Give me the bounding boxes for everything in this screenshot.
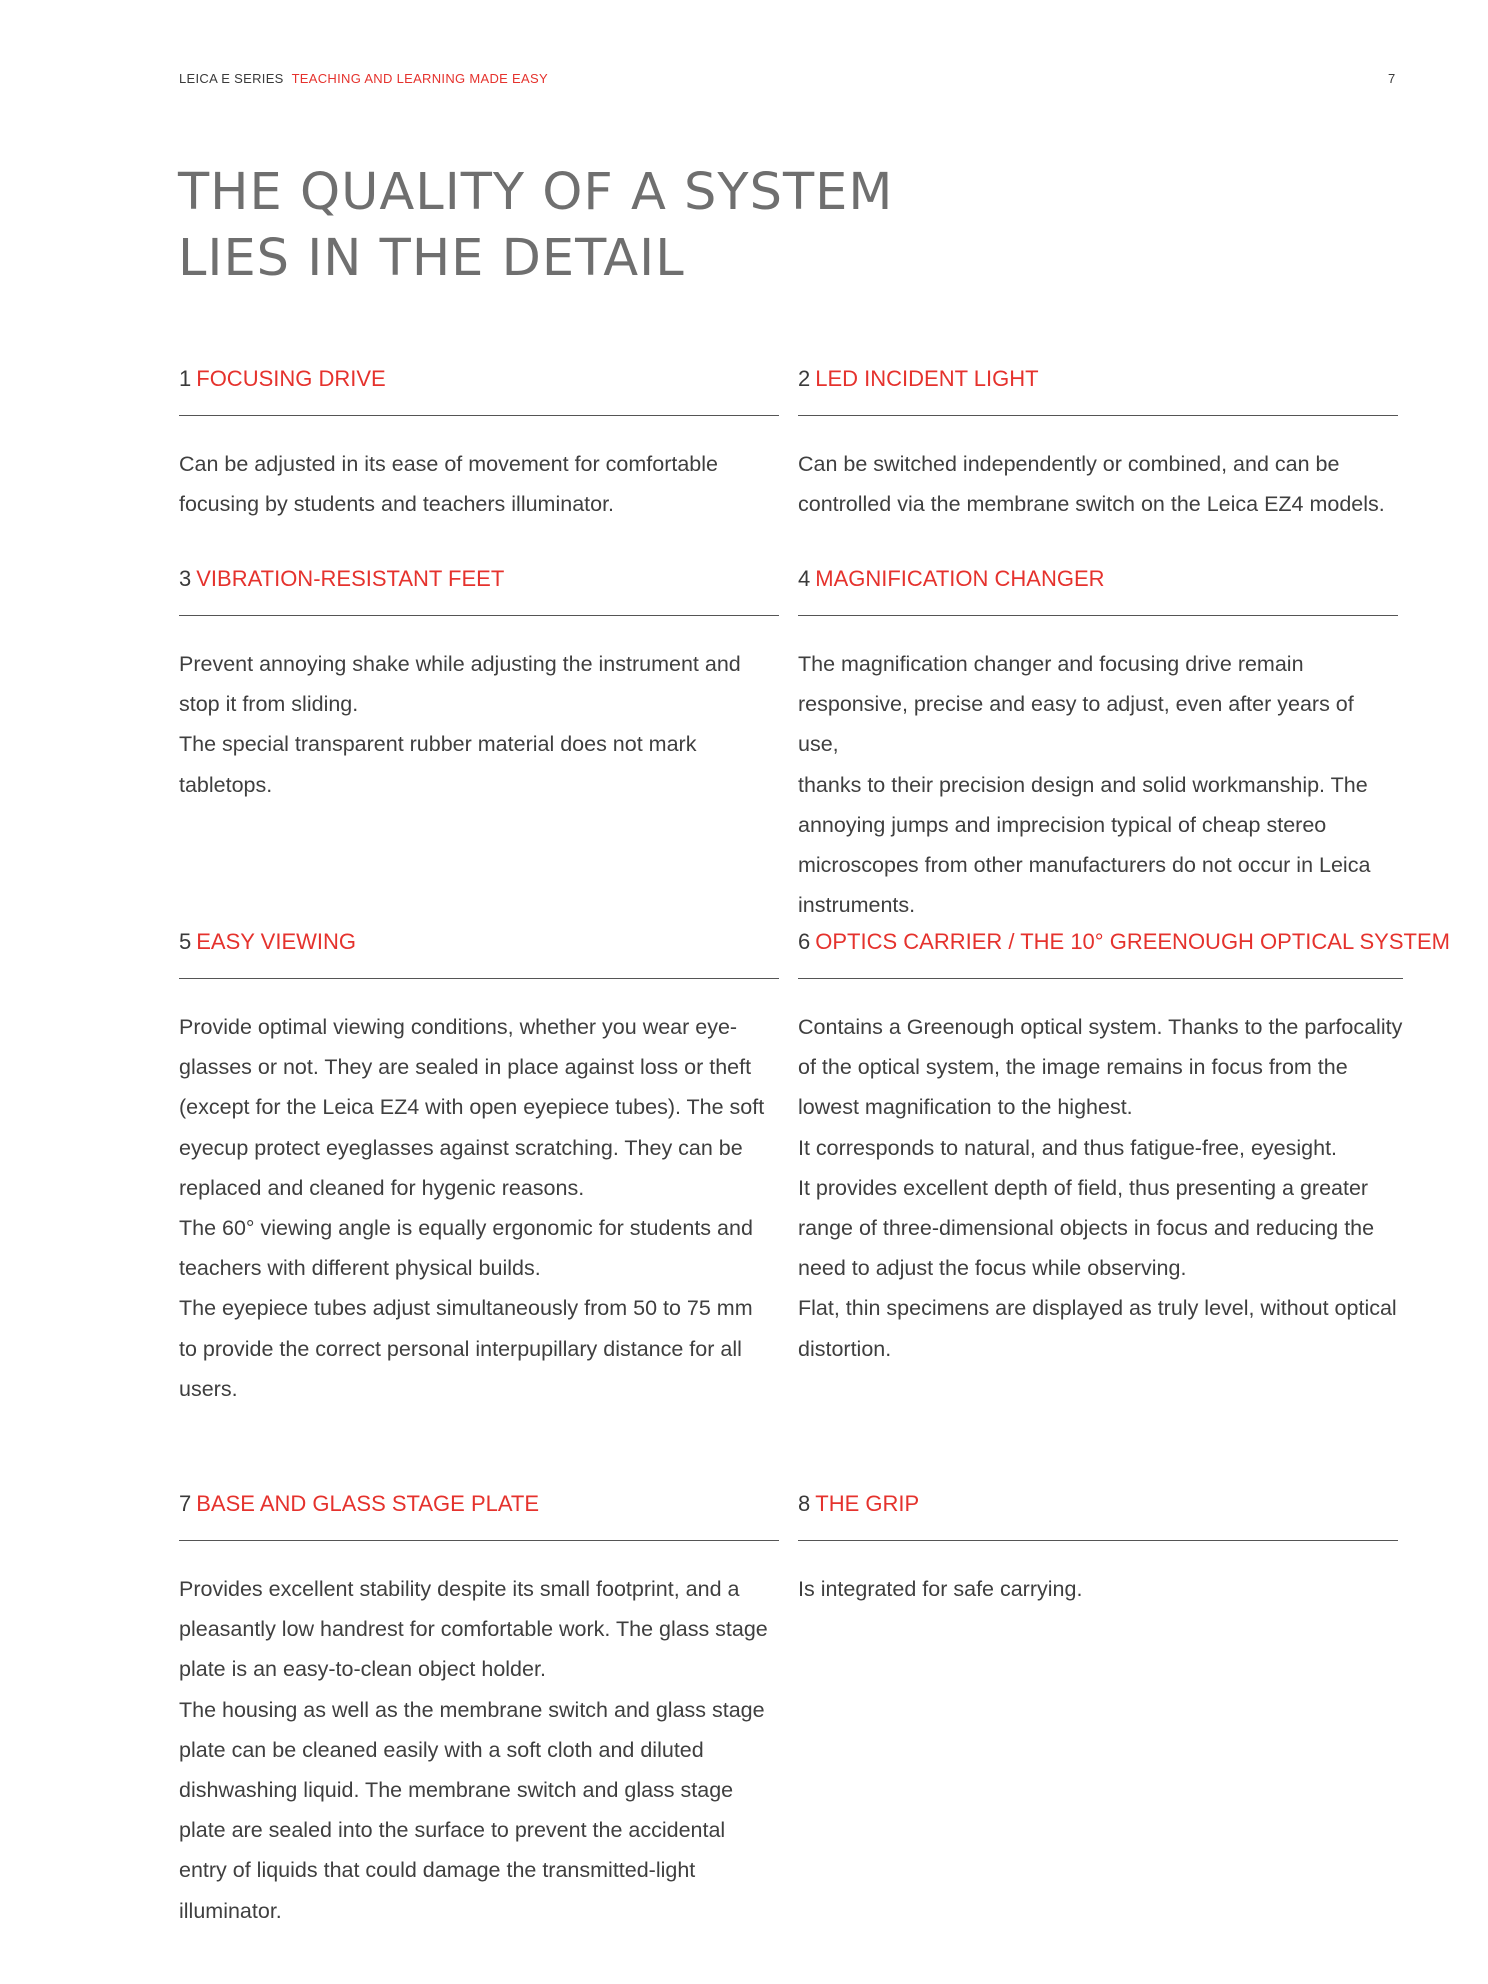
section-magnification-changer [798,566,1398,925]
body-line: thanks to their precision design and solid workmanship. The [798,772,1368,797]
section-number: 7 [179,1491,192,1516]
body-line: It corresponds to natural, and thus fatigue-free, eyesight. [798,1135,1338,1160]
section-divider [179,615,779,616]
section-title: OPTICS CARRIER / THE 10° GREENOUGH OPTICAL SYSTEM [815,929,1450,954]
section-divider [798,978,1403,979]
section-title: LED INCIDENT LIGHT [815,366,1039,391]
section-heading [179,566,779,592]
page-title-line-1: THE QUALITY OF A SYSTEM [178,163,894,222]
section-divider [179,1540,779,1541]
body-line: The eyepiece tubes adjust simultaneously from 50 to 75 mm [179,1296,753,1321]
body-line: Can be switched independently or combined, and can be [798,452,1340,476]
body-line: teachers with different physical builds. [179,1256,541,1281]
section-number: 6 [798,929,811,954]
body-line: Can be adjusted in its ease of movement for comfortable [179,452,718,476]
section-number: 2 [798,366,811,391]
section-body [179,1569,779,1931]
body-line: responsive, precise and easy to adjust, even after years of use, [798,692,1354,757]
body-line: pleasantly low handrest for comfortable work. The glass stage [179,1617,768,1642]
body-line: Prevent annoying shake while adjusting the instrument and [179,652,741,676]
section-divider [798,1540,1398,1541]
body-line: distortion. [798,1336,892,1361]
body-line: instruments. [798,893,916,918]
section-number: 3 [179,566,192,591]
body-line: (except for the Leica EZ4 with open eyepiece tubes). The soft [179,1095,765,1120]
section-heading [179,366,779,392]
body-line: It provides excellent depth of field, thus presenting a greater [798,1175,1369,1200]
section-focusing-drive [179,366,779,524]
section-vibration-resistant-feet [179,566,779,805]
section-title: EASY VIEWING [196,929,356,954]
body-line: users. [179,1376,238,1401]
body-line: dishwashing liquid. The membrane switch and glass stage [179,1778,734,1803]
section-body [179,1007,779,1409]
body-line: Provides excellent stability despite its small footprint, and a [179,1577,740,1601]
page-number: 7 [1388,71,1396,86]
body-line: glasses or not. They are sealed in place against loss or theft [179,1055,752,1080]
body-line: eyecup protect eyeglasses against scratching. They can be [179,1135,743,1160]
section-body [798,644,1398,925]
section-heading [798,929,1450,955]
series-tagline: TEACHING AND LEARNING MADE EASY [291,71,548,86]
section-heading [179,929,779,955]
section-body [179,444,779,524]
page-title [178,160,1178,292]
body-line: to provide the correct personal interpupillary distance for all [179,1336,742,1361]
section-title: THE GRIP [815,1491,920,1516]
body-line: stop it from sliding. [179,692,359,717]
section-base-and-glass-stage-plate [179,1491,779,1931]
body-line: illuminator. [179,1898,282,1923]
section-led-incident-light [798,366,1398,524]
section-body [798,444,1398,524]
section-divider [798,615,1398,616]
body-line: controlled via the membrane switch on the Leica EZ4 models. [798,492,1385,517]
section-body [798,1569,1398,1609]
body-line: need to adjust the focus while observing. [798,1256,1187,1281]
section-body [179,644,779,805]
body-line: entry of liquids that could damage the transmitted-light [179,1858,696,1883]
body-line: range of three-dimensional objects in focus and reducing the [798,1216,1375,1241]
section-optics-carrier [798,929,1450,1369]
section-the-grip [798,1491,1398,1609]
section-heading [179,1491,779,1517]
body-line: Contains a Greenough optical system. Thanks to the parfocality [798,1015,1403,1039]
section-heading [798,1491,1398,1517]
body-line: of the optical system, the image remains in focus from the [798,1055,1348,1080]
section-title: FOCUSING DRIVE [196,366,386,391]
body-line: Is integrated for safe carrying. [798,1577,1083,1601]
series-label: LEICA E SERIES [179,71,284,86]
page-title-line-2: LIES IN THE DETAIL [178,229,685,288]
body-line: microscopes from other manufacturers do not occur in Leica [798,853,1371,878]
body-line: focusing by students and teachers illuminator. [179,492,615,517]
body-line: tabletops. [179,772,273,797]
body-line: Provide optimal viewing conditions, whether you wear eye- [179,1015,738,1039]
section-heading [798,566,1398,592]
body-line: The 60° viewing angle is equally ergonomic for students and [179,1216,753,1241]
body-line: plate are sealed into the surface to prevent the accidental [179,1818,726,1843]
section-number: 5 [179,929,192,954]
body-line: replaced and cleaned for hygenic reasons. [179,1175,585,1200]
section-title: VIBRATION-RESISTANT FEET [196,566,505,591]
section-number: 8 [798,1491,811,1516]
body-line: plate can be cleaned easily with a soft cloth and diluted [179,1737,704,1762]
body-line: The magnification changer and focusing drive remain [798,652,1304,676]
section-heading [798,366,1398,392]
section-body [798,1007,1403,1369]
section-divider [179,415,779,416]
section-easy-viewing [179,929,779,1409]
body-line: annoying jumps and imprecision typical of cheap stereo [798,812,1327,837]
section-title: MAGNIFICATION CHANGER [815,566,1105,591]
body-line: The special transparent rubber material does not mark [179,732,697,757]
running-header [179,71,548,86]
body-line: lowest magnification to the highest. [798,1095,1133,1120]
section-divider [179,978,779,979]
body-line: The housing as well as the membrane switch and glass stage [179,1697,765,1722]
body-line: plate is an easy-to-clean object holder. [179,1657,546,1682]
section-divider [798,415,1398,416]
section-title: BASE AND GLASS STAGE PLATE [196,1491,540,1516]
section-number: 1 [179,366,192,391]
body-line: Flat, thin specimens are displayed as truly level, without optical [798,1296,1397,1321]
section-number: 4 [798,566,811,591]
